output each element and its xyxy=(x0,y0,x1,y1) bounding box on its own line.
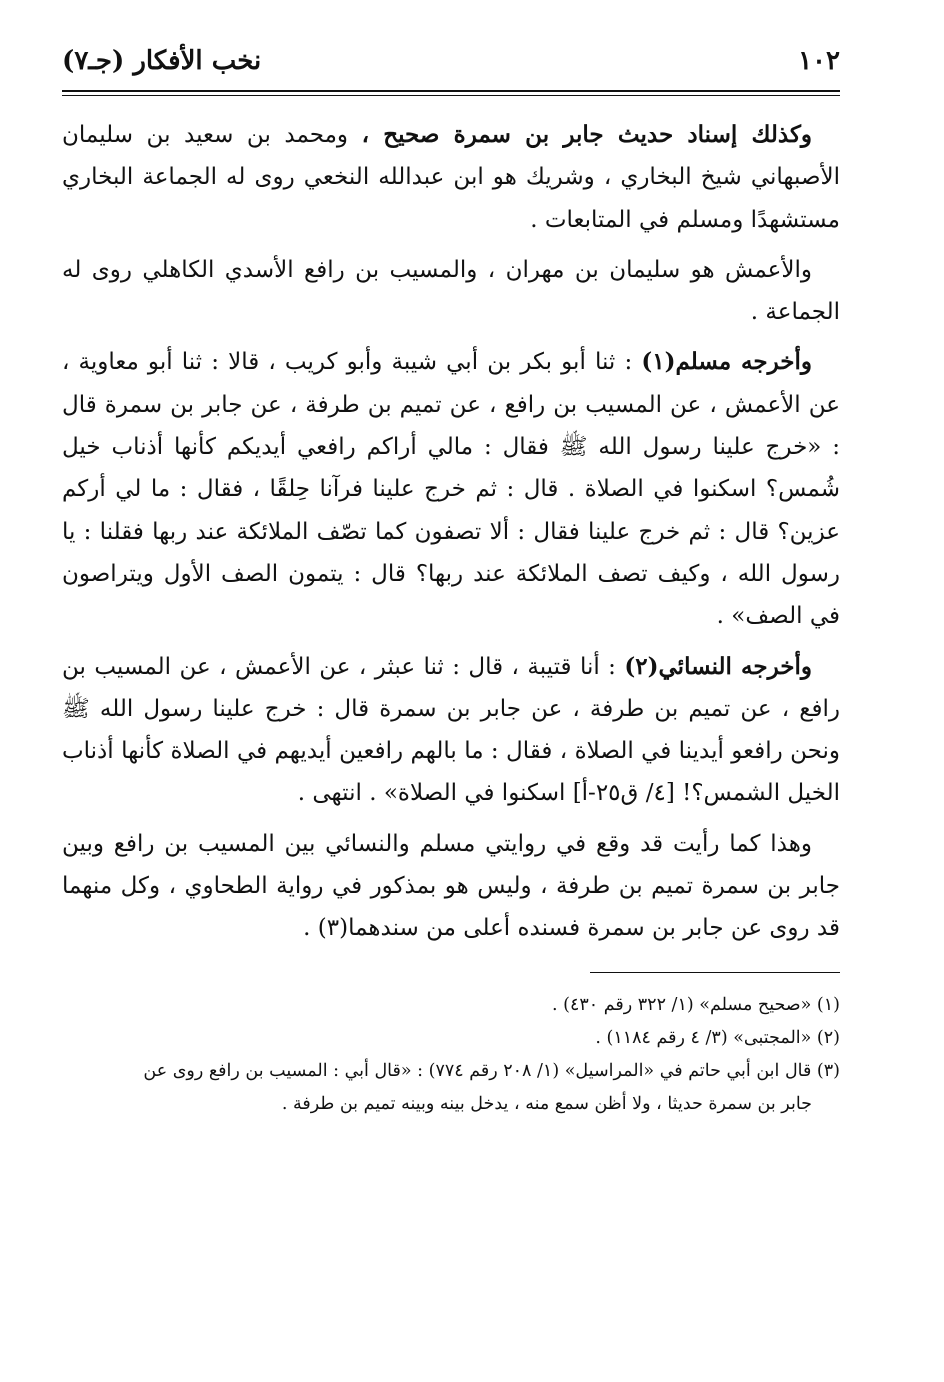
footnote: (٣) قال ابن أبي حاتم في «المراسيل» (١/ ٢٠٨ رقم ٧٧٤) : «قال أبي : المسيب بن رافع روى عن xyxy=(143,1060,840,1081)
header-rule-thin xyxy=(62,95,840,96)
paragraph xyxy=(62,114,840,241)
paragraph-text: ومحمد بن سعيد بن سليمان الأصبهاني شيخ البخاري ، وشريك هو ابن عبدالله النخعي روى له الجماعة البخاري مستشهدًا ومسلم في المتابعات . xyxy=(62,122,840,233)
running-title: نخب الأفكار (جـ٧) xyxy=(62,46,262,76)
paragraph-lead: وأخرجه النسائي(٢) xyxy=(624,652,812,680)
footnote-separator xyxy=(590,972,840,973)
book-page xyxy=(62,38,840,1121)
page-number: ١٠٢ xyxy=(798,46,840,76)
footnote: (٢) «المجتبى» (٣/ ٤ رقم ١١٨٤) . xyxy=(595,1027,840,1048)
paragraph-text: : أنا قتيبة ، قال : ثنا عبثر ، عن الأعمش ، عن المسيب بن رافع ، عن تميم بن طرفة ، عن جابر بن سمرة قال : خرج علينا رسول الله ﷺ ونحن رافعو أيدينا في الصلاة ، فقال : ما بالهم رافعين أيديهم في الصلاة كأنها أذناب الخيل الشمس؟! [٤/ ق٢٥-أ] اسكنوا في الصلاة» . انتهى . xyxy=(62,653,840,807)
footnote: (١) «صحيح مسلم» (١/ ٣٢٢ رقم ٤٣٠) . xyxy=(552,994,840,1015)
paragraph-text: والأعمش هو سليمان بن مهران ، والمسيب بن رافع الأسدي الكاهلي روى له الجماعة . xyxy=(62,256,840,326)
paragraph xyxy=(62,823,840,950)
paragraph-text: وهذا كما رأيت قد وقع في روايتي مسلم والنسائي بين المسيب بن رافع وبين جابر بن سمرة تميم بن طرفة ، وليس هو بمذكور في رواية الطحاوي ، وكل منهما قد روى عن جابر بن سمرة فسنده أعلى من سندهما(٣) . xyxy=(62,830,840,942)
paragraph-lead: وأخرجه مسلم(١) xyxy=(641,348,812,376)
paragraph-lead: وكذلك إسناد حديث جابر بن سمرة صحيح ، xyxy=(361,121,813,148)
paragraph xyxy=(62,341,840,637)
main-text xyxy=(62,114,840,950)
paragraph xyxy=(62,646,840,815)
paragraph xyxy=(62,249,840,334)
page-header xyxy=(62,38,840,84)
footnotes xyxy=(62,989,840,1121)
header-rule xyxy=(62,90,840,92)
footnote-continuation: جابر بن سمرة حديثا ، ولا أظن سمع منه ، يدخل بينه وبينه تميم بن طرفة . xyxy=(281,1093,812,1114)
paragraph-text: : ثنا أبو بكر بن أبي شيبة وأبو كريب ، قالا : ثنا أبو معاوية ، عن الأعمش ، عن المسيب بن رافع ، عن تميم بن طرفة ، عن جابر بن سمرة قال : «خرج علينا رسول الله ﷺ فقال : مالي أراكم رافعي أيديكم كأنها أذناب خيل شُمس؟ اسكنوا في الصلاة . قال : ثم خرج علينا فرآنا حِلقًا ، فقال : ما لي أركم عزين؟ قال : ثم خرج علينا فقال : ألا تصفون كما تصّف الملائكة عند ربها فقلنا : يا رسول الله ، وكيف تصف الملائكة عند ربها؟ قال : يتمون الصف الأول ويتراصون في الصف» . xyxy=(62,349,840,630)
